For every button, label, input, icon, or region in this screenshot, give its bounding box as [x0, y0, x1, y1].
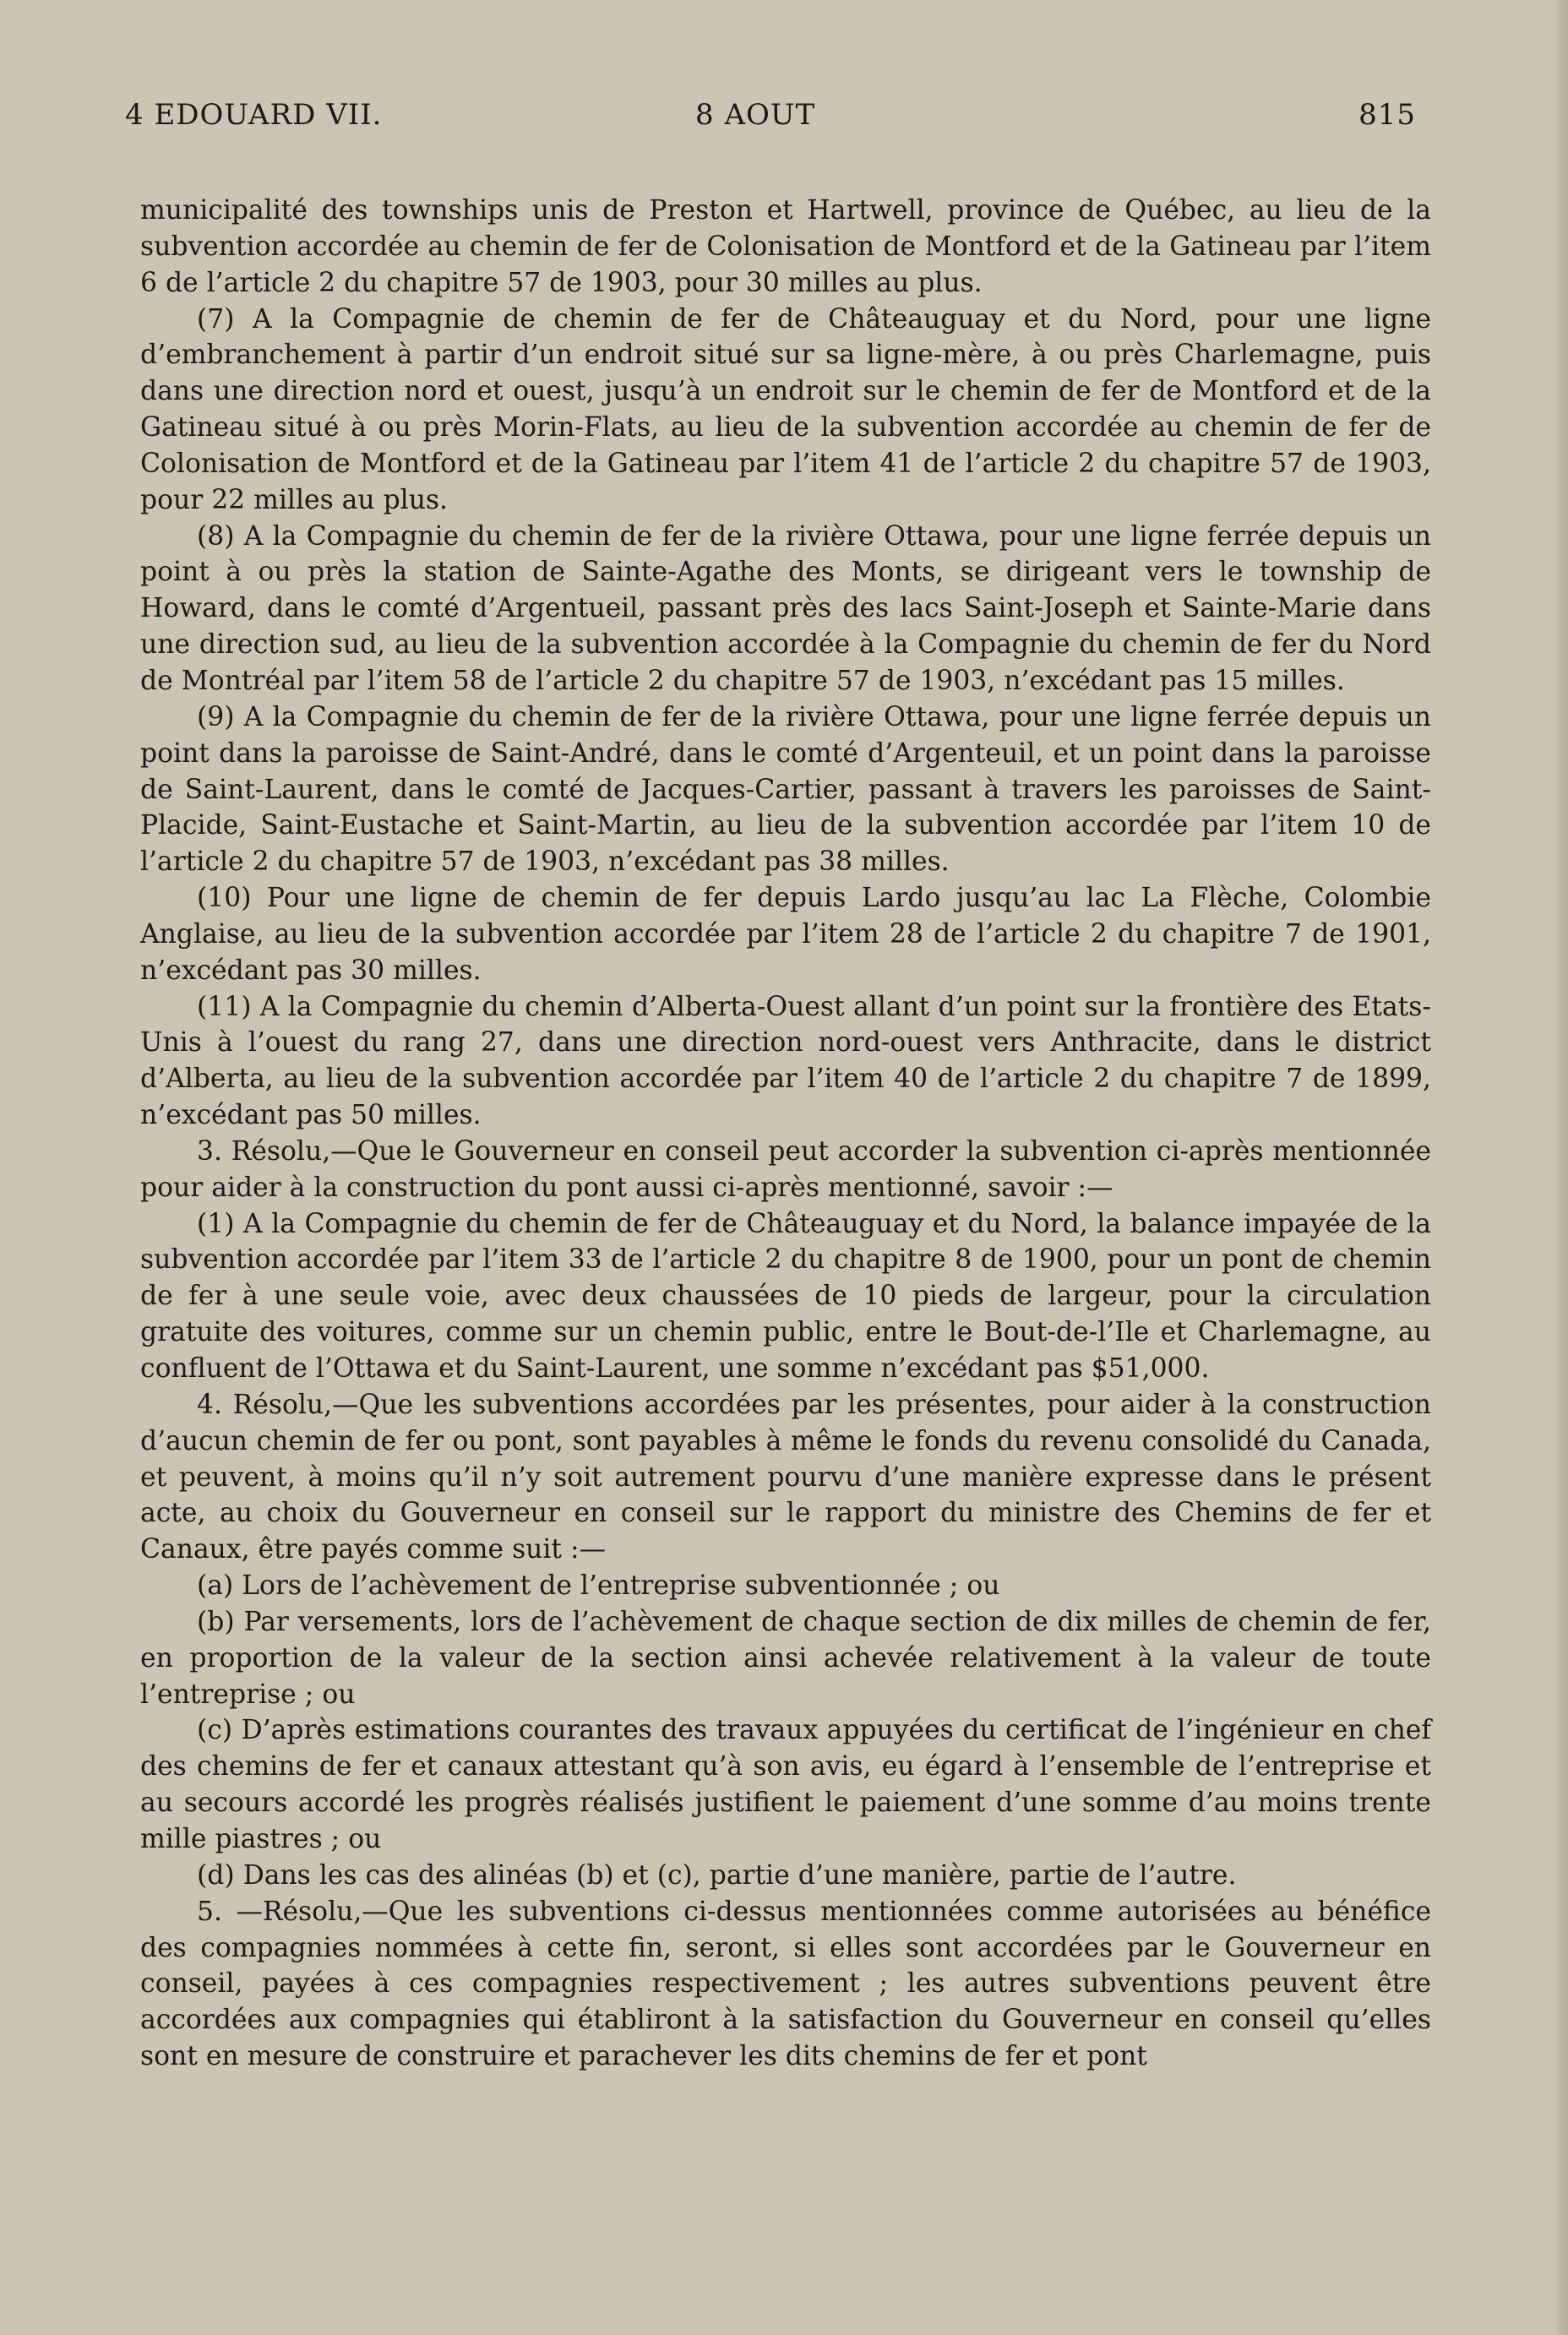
- paragraph-resolution-4: 4. Résolu,—Que les subventions accordées par les présentes, pour aider à la construction d’aucun chemin de fer ou pont, sont payables à même le fonds du revenu consolidé du Canada, et peuvent, à moins qu’il n’y soit autrement pourvu d’une manière expresse dans le présent acte, au choix du Gouverneur en conseil sur le rapport du ministre des Chemins de fer et Canaux, être payés comme suit :—: [140, 1389, 1431, 1565]
- paragraph-resolution-3: 3. Résolu,—Que le Gouverneur en conseil peut accorder la subvention ci-après mentionnée pour aider à la construction du pont aussi ci-après mentionné, savoir :—: [140, 1135, 1431, 1203]
- paragraph-item-1: (1) A la Compagnie du chemin de fer de Châteauguay et du Nord, la balance impayée de la subvention accordée par l’item 33 de l’article 2 du chapitre 8 de 1900, pour un pont de chemin de fer à une seule voie, avec deux chaussées de 10 pieds de largeur, pour la circulation gratuite des voitures, comme sur un chemin public, entre le Bout-de-l’Ile et Charlemagne, au confluent de l’Ottawa et du Saint-Laurent, une somme n’excédant pas $51,000.: [140, 1208, 1431, 1384]
- running-header: [125, 98, 1416, 140]
- header-reign: 4 EDOUARD VII.: [125, 98, 383, 132]
- paragraph-item-8: (8) A la Compagnie du chemin de fer de la rivière Ottawa, pour une ligne ferrée depuis un point à ou près la station de Sainte-Agathe des Monts, se dirigeant vers le township de Howard, dans le comté d’Argentueil, passant près des lacs Saint-Joseph et Sainte-Marie dans une direction sud, au lieu de la subvention accordée à la Compagnie du chemin de fer du Nord de Montréal par l’item 58 de l’article 2 du chapitre 57 de 1903, n’excédant pas 15 milles.: [140, 520, 1431, 696]
- paragraph-item-7: (7) A la Compagnie de chemin de fer de Châteauguay et du Nord, pour une ligne d’embranchement à partir d’un endroit situé sur sa ligne-mère, à ou près Charlemagne, puis dans une direction nord et ouest, jusqu’à un endroit sur le chemin de fer de Montford et de la Gatineau situé à ou près Morin-Flats, au lieu de la subvention accordée au chemin de fer de Colonisation de Montford et de la Gatineau par l’item 41 de l’article 2 du chapitre 57 de 1903, pour 22 milles au plus.: [140, 303, 1431, 515]
- header-date: 8 AOUT: [695, 98, 816, 132]
- paragraph-item-11: (11) A la Compagnie du chemin d’Alberta-Ouest allant d’un point sur la frontière des Etats-Unis à l’ouest du rang 27, dans une direction nord-ouest vers Anthracite, dans le district d’Alberta, au lieu de la subvention accordée par l’item 40 de l’article 2 du chapitre 7 de 1899, n’excédant pas 50 milles.: [140, 991, 1431, 1131]
- paragraph-clause-c: (c) D’après estimations courantes des travaux appuyées du certificat de l’ingénieur en chef des chemins de fer et canaux attestant qu’à son avis, eu égard à l’ensemble de l’entreprise et au secours accordé les progrès réalisés justifient le paiement d’une somme d’au moins trente mille piastres ; ou: [140, 1715, 1431, 1854]
- paragraph-clause-d: (d) Dans les cas des alinéas (b) et (c), partie d’une manière, partie de l’autre.: [197, 1859, 1237, 1891]
- paragraph-clause-a: (a) Lors de l’achèvement de l’entreprise subventionnée ; ou: [197, 1570, 1000, 1602]
- body-text: [140, 193, 1431, 2075]
- page-edge: [1556, 0, 1568, 2335]
- paragraph-clause-b: (b) Par versements, lors de l’achèvement de chaque section de dix milles de chemin de fer, en proportion de la valeur de la section ainsi achevée relativement à la valeur de toute l’entreprise ; ou: [140, 1606, 1431, 1710]
- paragraph-item-10: (10) Pour une ligne de chemin de fer depuis Lardo jusqu’au lac La Flèche, Colombie Anglaise, au lieu de la subvention accordée par l’item 28 de l’article 2 du chapitre 7 de 1901, n’excédant pas 30 milles.: [140, 883, 1431, 986]
- paragraph-item-9: (9) A la Compagnie du chemin de fer de la rivière Ottawa, pour une ligne ferrée depuis un point dans la paroisse de Saint-André, dans le comté d’Argenteuil, et un point dans la paroisse de Saint-Laurent, dans le comté de Jacques-Cartier, passant à travers les paroisses de Saint-Placide, Saint-Eustache et Saint-Martin, au lieu de la subvention accordée par l’item 10 de l’article 2 du chapitre 57 de 1903, n’excédant pas 38 milles.: [140, 701, 1431, 878]
- paragraph-resolution-5: 5. —Résolu,—Que les subventions ci-dessus mentionnées comme autorisées au bénéfice des compagnies nommées à cette fin, seront, si elles sont accordées par le Gouverneur en conseil, payées à ces compagnies respectivement ; les autres subventions peuvent être accordées aux compagnies qui établiront à la satisfaction du Gouverneur en conseil qu’elles sont en mesure de construire et parachever les dits chemins de fer et pont: [140, 1896, 1431, 2072]
- page-number: 815: [1358, 98, 1416, 132]
- paragraph-continuation: municipalité des townships unis de Preston et Hartwell, province de Québec, au lieu de la subvention accordée au chemin de fer de Colonisation de Montford et de la Gatineau par l’item 6 de l’article 2 du chapitre 57 de 1903, pour 30 milles au plus.: [140, 195, 1431, 298]
